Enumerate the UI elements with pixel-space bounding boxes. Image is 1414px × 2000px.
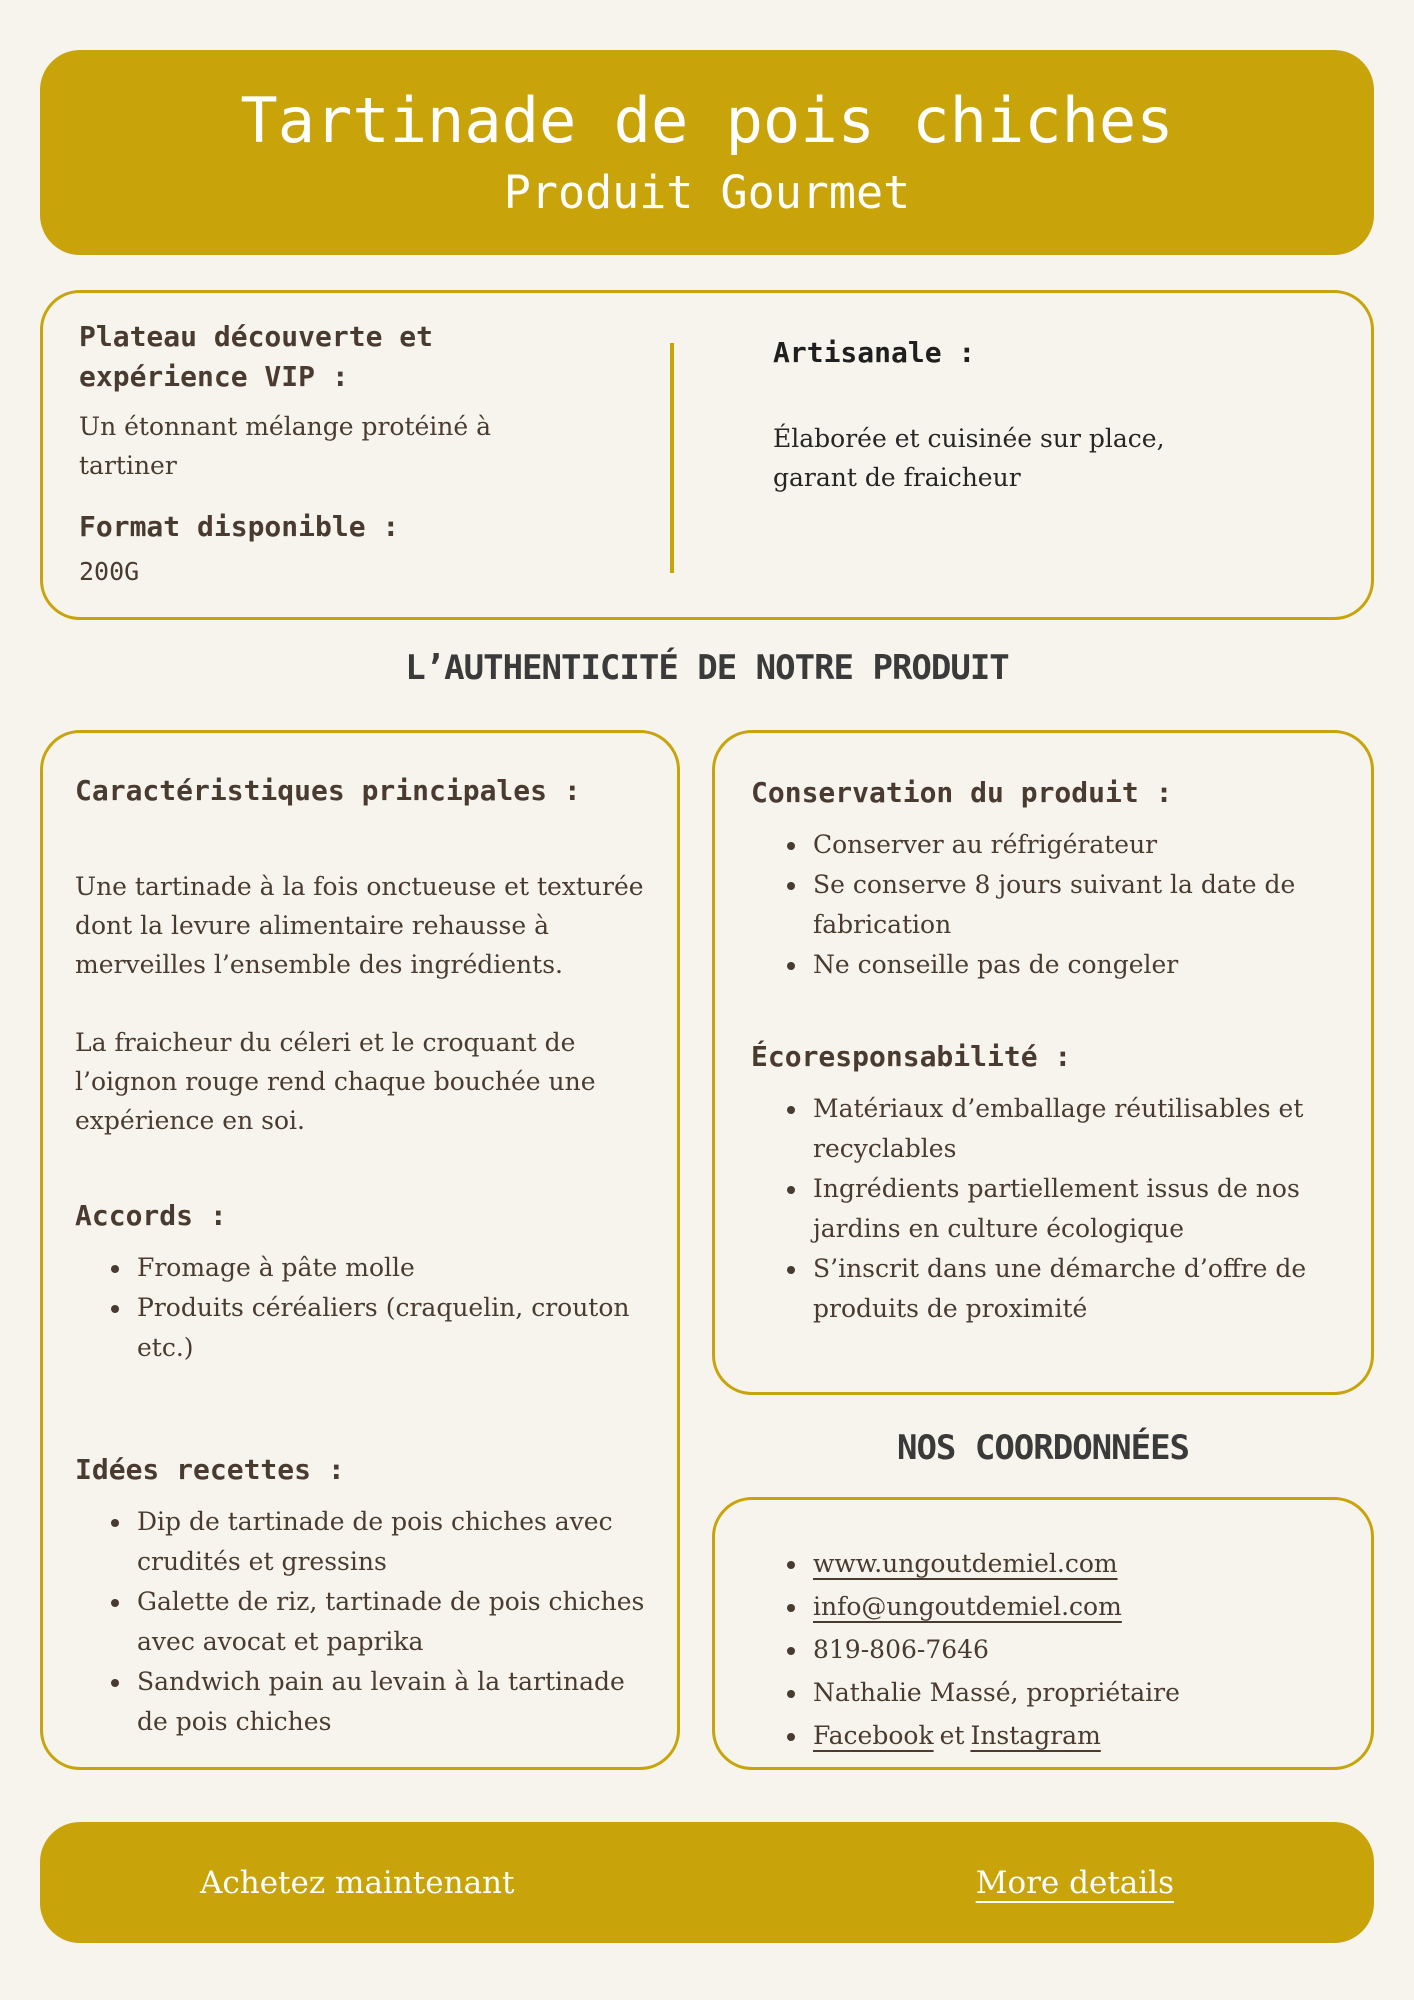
list-item — [809, 1628, 1341, 1671]
buy-now-button[interactable]: Achetez maintenant — [200, 1864, 515, 1901]
contact-box — [712, 1497, 1374, 1770]
contact-list — [745, 1542, 1341, 1757]
vip-heading: Plateau découverte et expérience VIP : — [79, 320, 434, 393]
list-item: • Fromage à pâte molle — [133, 1248, 645, 1288]
intro-right-column — [773, 333, 1253, 497]
accords-list — [75, 1248, 645, 1368]
artisanale-description: Élaborée et cuisinée sur place, garant de fraicheur — [773, 424, 1165, 492]
list-item: • Se conserve 8 jours suivant la date de fabrication — [809, 865, 1335, 945]
characteristics-paragraph-1: Une tartinade à la fois onctueuse et texturée dont la levure alimentaire rehausse à merveilles l’ensemble des ingrédients. — [75, 872, 644, 979]
footer-bar — [40, 1822, 1374, 1943]
conservation-list — [751, 825, 1335, 985]
intro-box — [40, 290, 1374, 620]
vip-description: Un étonnant mélange protéiné à tartiner — [79, 412, 492, 480]
eco-list — [751, 1089, 1335, 1329]
characteristics-paragraph-2: La fraicheur du céleri et le croquant de l’oignon rouge rend chaque bouchée une expérience en soi. — [75, 1028, 596, 1135]
social-separator: et — [939, 1721, 965, 1750]
list-item: • Conserver au réfrigérateur — [809, 825, 1335, 865]
website-link[interactable]: www.ungoutdemiel.com — [813, 1549, 1118, 1578]
accords-heading: Accords : — [75, 1199, 227, 1232]
instagram-link[interactable]: Instagram — [970, 1721, 1101, 1750]
page-title: Tartinade de pois chiches — [240, 84, 1174, 157]
characteristics-heading: Caractéristiques principales : — [75, 774, 581, 807]
conservation-heading: Conservation du produit : — [751, 776, 1173, 809]
phone-number: 819-806-7646 — [813, 1635, 989, 1664]
intro-left-column — [79, 317, 559, 591]
list-item: • S’inscrit dans une démarche d’offre de produits de proximité — [809, 1249, 1335, 1329]
format-value: 200G — [79, 557, 140, 586]
format-heading: Format disponible : — [79, 510, 400, 543]
features-box — [40, 730, 680, 1770]
list-item: • Galette de riz, tartinade de pois chiches avec avocat et paprika — [133, 1582, 645, 1662]
email-link[interactable]: info@ungoutdemiel.com — [813, 1592, 1122, 1621]
owner-name: Nathalie Massé, propriétaire — [813, 1678, 1180, 1707]
intro-column-divider — [670, 343, 674, 573]
more-details-link[interactable]: More details — [975, 1864, 1174, 1901]
recipes-list — [75, 1502, 645, 1742]
facebook-link[interactable]: Facebook — [813, 1721, 934, 1750]
list-item: • Ne conseille pas de congeler — [809, 945, 1335, 985]
list-item — [809, 1671, 1341, 1714]
eco-heading: Écoresponsabilité : — [751, 1040, 1072, 1073]
conservation-box — [712, 730, 1374, 1395]
list-item: • Ingrédients partiellement issus de nos jardins en culture écologique — [809, 1169, 1335, 1249]
artisanale-heading: Artisanale : — [773, 336, 976, 369]
authenticity-section-heading: L’AUTHENTICITÉ DE NOTRE PRODUIT — [405, 648, 1009, 688]
coordinates-section-heading: NOS COORDONNÉES — [896, 1428, 1190, 1468]
recipes-heading: Idées recettes : — [75, 1453, 345, 1486]
list-item — [809, 1714, 1341, 1757]
list-item: • Sandwich pain au levain à la tartinade de pois chiches — [133, 1662, 645, 1742]
list-item: • Dip de tartinade de pois chiches avec crudités et gressins — [133, 1502, 645, 1582]
list-item: • Produits céréaliers (craquelin, crouton etc.) — [133, 1288, 645, 1368]
list-item — [809, 1542, 1341, 1585]
page-subtitle: Produit Gourmet — [503, 166, 911, 219]
list-item: • Matériaux d’emballage réutilisables et recyclables — [809, 1089, 1335, 1169]
list-item — [809, 1585, 1341, 1628]
header-banner — [40, 50, 1374, 255]
